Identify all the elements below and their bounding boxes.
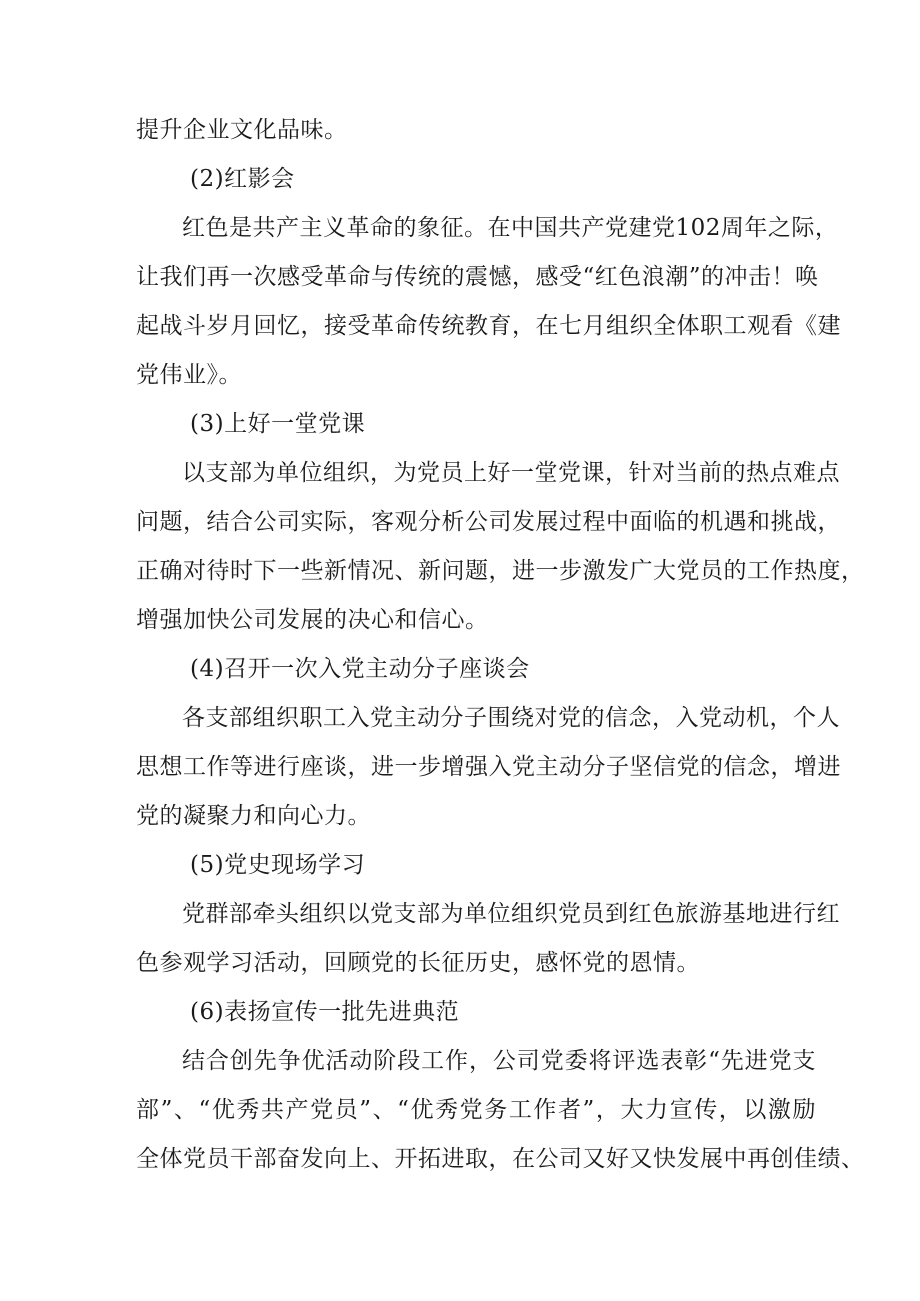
paragraph-line: 问题，结合公司实际，客观分析公司发展过程中面临的机遇和挑战， <box>136 509 841 535</box>
paragraph-line: 色参观学习活动，回顾党的长征历史，感怀党的恩情。 <box>136 950 700 976</box>
paragraph-line: 让我们再一次感受革命与传统的震憾，感受“红色浪潮”的冲击！唤 <box>136 264 819 290</box>
paragraph-line: 党的凝聚力和向心力。 <box>136 803 371 829</box>
paragraph-line: 红色是共产主义革命的象征。在中国共产党建党102周年之际， <box>182 215 839 241</box>
paragraph-line: 党群部牵头组织以党支部为单位组织党员到红色旅游基地进行红 <box>182 901 840 927</box>
paragraph-line: 党伟业》。 <box>136 362 242 388</box>
paragraph-line: 思想工作等进行座谈，进一步增强入党主动分子坚信党的信念，增进 <box>136 754 841 780</box>
paragraph-line: 部”、“优秀共产党员”、“优秀党务工作者”，大力宣传，以激励 <box>136 1097 816 1123</box>
section-heading-5: (5)党史现场学习 <box>190 852 366 878</box>
paragraph-line: 增强加快公司发展的决心和信心。 <box>136 607 489 633</box>
paragraph-line: 全体党员干部奋发向上、开拓进取，在公司又好又快发展中再创佳绩、 <box>136 1146 865 1172</box>
paragraph-line: 正确对待时下一些新情况、新问题，进一步激发广大党员的工作热度， <box>136 558 865 584</box>
section-heading-2: (2)红影会 <box>190 166 295 192</box>
paragraph-line: 提升企业文化品味。 <box>136 117 348 143</box>
paragraph-line: 起战斗岁月回忆，接受革命传统教育，在七月组织全体职工观看《建 <box>136 313 841 339</box>
section-heading-4: (4)召开一次入党主动分子座谈会 <box>190 656 530 682</box>
paragraph-line: 结合创先争优活动阶段工作，公司党委将评选表彰“先进党支 <box>182 1048 816 1074</box>
section-heading-3: (3)上好一堂党课 <box>190 411 366 437</box>
paragraph-line: 以支部为单位组织，为党员上好一堂党课，针对当前的热点难点 <box>182 460 840 486</box>
section-heading-6: (6)表扬宣传一批先进典范 <box>190 999 460 1025</box>
paragraph-line: 各支部组织职工入党主动分子围绕对党的信念，入党动机，个人 <box>182 705 840 731</box>
